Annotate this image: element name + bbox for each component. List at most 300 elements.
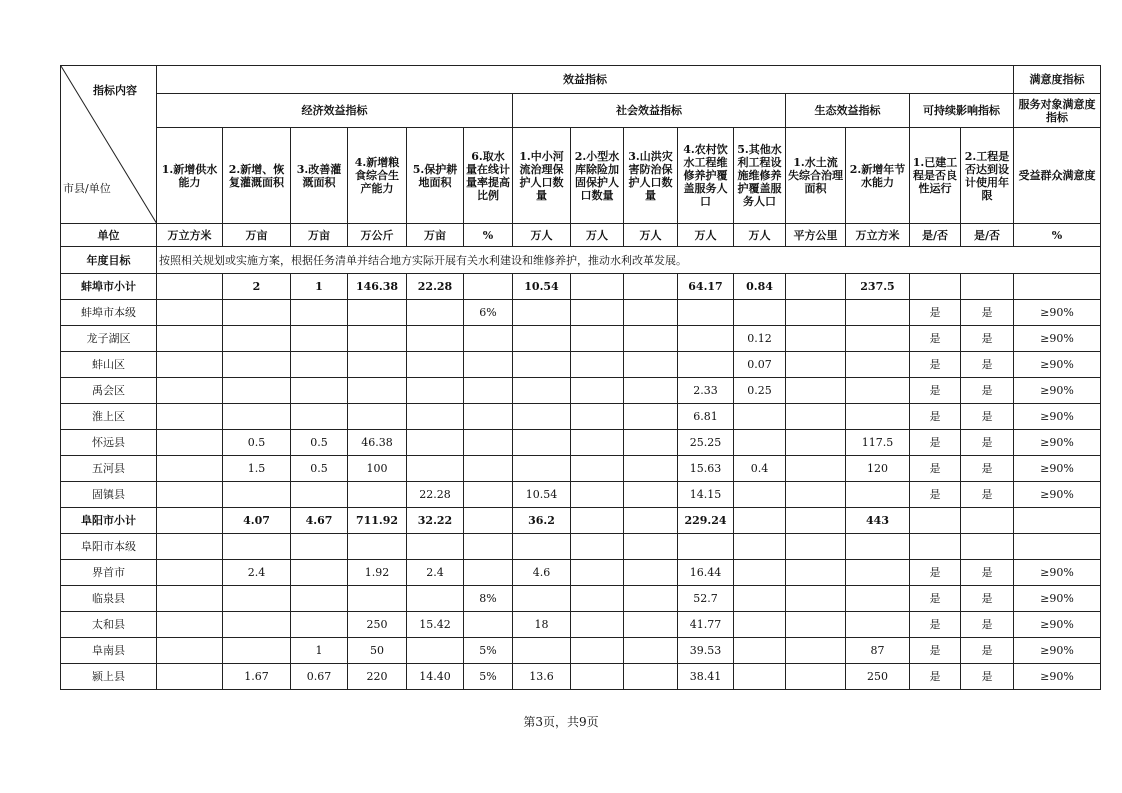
table-cell: ≥90% — [1014, 352, 1101, 378]
table-cell — [571, 300, 624, 326]
table-cell — [348, 586, 407, 612]
table-row — [61, 352, 1101, 378]
table-cell: 是 — [910, 664, 961, 690]
table-cell — [407, 534, 464, 560]
table-cell — [571, 326, 624, 352]
units-label: 单位 — [61, 224, 157, 247]
table-cell: 0.67 — [291, 664, 348, 690]
table-cell — [786, 508, 846, 534]
table-cell — [786, 404, 846, 430]
table-cell — [571, 352, 624, 378]
table-cell — [624, 352, 678, 378]
table-cell — [348, 404, 407, 430]
table-cell: 是 — [910, 430, 961, 456]
table-cell: 25.25 — [678, 430, 734, 456]
table-cell — [291, 378, 348, 404]
table-row — [61, 430, 1101, 456]
table-cell: ≥90% — [1014, 326, 1101, 352]
table-cell — [464, 352, 513, 378]
table-cell — [223, 586, 291, 612]
table-cell — [786, 534, 846, 560]
table-cell: 是 — [910, 326, 961, 352]
table-cell: 2 — [223, 274, 291, 300]
table-cell — [786, 560, 846, 586]
table-cell — [513, 404, 571, 430]
table-cell: 是 — [910, 300, 961, 326]
table-cell — [513, 456, 571, 482]
table-cell — [734, 612, 786, 638]
table-cell — [157, 638, 223, 664]
table-row — [61, 508, 1101, 534]
table-cell — [571, 378, 624, 404]
table-cell: ≥90% — [1014, 482, 1101, 508]
table-cell — [464, 378, 513, 404]
table-cell — [291, 612, 348, 638]
table-cell — [157, 612, 223, 638]
table-cell — [223, 378, 291, 404]
table-row — [61, 404, 1101, 430]
column-header: 2.工程是否达到设计使用年限 — [961, 128, 1014, 224]
table-cell — [407, 378, 464, 404]
table-cell — [571, 560, 624, 586]
table-cell — [910, 534, 961, 560]
table-cell — [571, 430, 624, 456]
target-label: 年度目标 — [61, 247, 157, 274]
table-cell — [464, 404, 513, 430]
table-cell: 22.28 — [407, 274, 464, 300]
table-cell — [407, 300, 464, 326]
table-cell — [291, 352, 348, 378]
benefit-group-header: 效益指标 — [157, 66, 1014, 94]
table-cell — [513, 638, 571, 664]
table-cell — [786, 326, 846, 352]
table-cell: 是 — [910, 638, 961, 664]
table-cell: 0.12 — [734, 326, 786, 352]
table-cell — [157, 326, 223, 352]
table-row — [61, 456, 1101, 482]
table-row — [61, 482, 1101, 508]
column-header: 4.农村饮水工程维修养护覆盖服务人口 — [678, 128, 734, 224]
table-cell — [464, 534, 513, 560]
table-cell — [786, 638, 846, 664]
table-cell — [571, 508, 624, 534]
table-cell — [961, 274, 1014, 300]
unit-cell: 万公斤 — [348, 224, 407, 247]
table-cell: 是 — [961, 664, 1014, 690]
table-cell — [348, 300, 407, 326]
table-cell — [624, 456, 678, 482]
table-cell: 39.53 — [678, 638, 734, 664]
table-cell — [624, 560, 678, 586]
table-cell: 2.4 — [407, 560, 464, 586]
table-cell: 1.5 — [223, 456, 291, 482]
row-name: 太和县 — [61, 612, 157, 638]
table-cell: 120 — [846, 456, 910, 482]
table-cell — [624, 482, 678, 508]
table-cell — [464, 430, 513, 456]
table-cell — [571, 664, 624, 690]
unit-cell: 万人 — [734, 224, 786, 247]
column-header: 5.保护耕地面积 — [407, 128, 464, 224]
table-cell: 14.40 — [407, 664, 464, 690]
table-cell — [786, 664, 846, 690]
unit-cell: 万人 — [624, 224, 678, 247]
table-cell: ≥90% — [1014, 638, 1101, 664]
table-cell: 2.4 — [223, 560, 291, 586]
table-cell: 1 — [291, 274, 348, 300]
unit-cell: 万人 — [513, 224, 571, 247]
table-cell: 0.25 — [734, 378, 786, 404]
table-cell: 是 — [961, 586, 1014, 612]
table-cell — [846, 534, 910, 560]
table-cell — [1014, 274, 1101, 300]
table-cell — [348, 352, 407, 378]
table-cell: 18 — [513, 612, 571, 638]
row-name: 固镇县 — [61, 482, 157, 508]
row-name: 怀远县 — [61, 430, 157, 456]
economic-header: 经济效益指标 — [157, 94, 513, 128]
table-cell: 是 — [961, 560, 1014, 586]
table-cell: 是 — [961, 482, 1014, 508]
units-row — [61, 224, 1101, 247]
table-cell — [786, 300, 846, 326]
corner-top-label: 指标内容 — [93, 84, 137, 97]
table-cell — [223, 352, 291, 378]
column-header: 1.中小河流治理保护人口数量 — [513, 128, 571, 224]
table-cell: ≥90% — [1014, 664, 1101, 690]
table-cell — [786, 612, 846, 638]
table-cell: 14.15 — [678, 482, 734, 508]
table-cell — [157, 508, 223, 534]
column-header: 2.新增、恢复灌溉面积 — [223, 128, 291, 224]
ecological-header: 生态效益指标 — [786, 94, 910, 128]
table-cell: 0.5 — [291, 456, 348, 482]
table-cell: 52.7 — [678, 586, 734, 612]
table-row — [61, 638, 1101, 664]
table-cell: 0.07 — [734, 352, 786, 378]
table-cell: 是 — [910, 560, 961, 586]
table-cell — [1014, 534, 1101, 560]
table-cell: 4.07 — [223, 508, 291, 534]
table-cell: 是 — [961, 456, 1014, 482]
table-cell — [786, 274, 846, 300]
table-cell: 是 — [910, 352, 961, 378]
table-cell: 是 — [961, 300, 1014, 326]
table-cell — [291, 300, 348, 326]
unit-cell: 万人 — [678, 224, 734, 247]
unit-cell: 万立方米 — [846, 224, 910, 247]
table-cell: 16.44 — [678, 560, 734, 586]
table-cell: 443 — [846, 508, 910, 534]
table-row — [61, 326, 1101, 352]
column-header: 受益群众满意度 — [1014, 128, 1101, 224]
table-cell — [786, 430, 846, 456]
table-cell: 6% — [464, 300, 513, 326]
table-cell: 87 — [846, 638, 910, 664]
table-cell: 41.77 — [678, 612, 734, 638]
table-cell — [571, 274, 624, 300]
table-cell: 36.2 — [513, 508, 571, 534]
unit-cell: 是/否 — [961, 224, 1014, 247]
table-cell — [846, 352, 910, 378]
table-cell: 是 — [910, 404, 961, 430]
table-cell — [734, 638, 786, 664]
table-cell: 是 — [961, 638, 1014, 664]
table-cell — [624, 612, 678, 638]
table-cell — [157, 430, 223, 456]
table-cell — [846, 612, 910, 638]
performance-table-sheet — [60, 65, 1101, 690]
table-cell: 10.54 — [513, 482, 571, 508]
table-cell — [624, 638, 678, 664]
row-name: 龙子湖区 — [61, 326, 157, 352]
table-cell — [846, 300, 910, 326]
table-cell — [407, 638, 464, 664]
table-cell — [846, 404, 910, 430]
table-cell — [157, 560, 223, 586]
unit-cell: 万立方米 — [157, 224, 223, 247]
table-cell — [291, 326, 348, 352]
satisfaction-group-header: 满意度指标 — [1014, 66, 1101, 94]
row-name: 禹会区 — [61, 378, 157, 404]
table-row — [61, 378, 1101, 404]
table-cell — [571, 456, 624, 482]
table-cell — [407, 430, 464, 456]
table-cell — [571, 586, 624, 612]
table-cell: 是 — [910, 456, 961, 482]
table-cell: 237.5 — [846, 274, 910, 300]
table-cell — [734, 586, 786, 612]
table-cell — [223, 612, 291, 638]
table-cell — [624, 534, 678, 560]
table-cell: 是 — [961, 404, 1014, 430]
table-cell: 是 — [910, 612, 961, 638]
table-cell — [407, 586, 464, 612]
table-cell — [846, 482, 910, 508]
table-cell: 是 — [961, 430, 1014, 456]
table-cell — [513, 430, 571, 456]
table-cell — [678, 352, 734, 378]
table-cell: 100 — [348, 456, 407, 482]
table-cell: 是 — [910, 482, 961, 508]
table-cell — [846, 586, 910, 612]
row-name: 阜南县 — [61, 638, 157, 664]
table-cell: 117.5 — [846, 430, 910, 456]
table-cell — [291, 534, 348, 560]
table-cell — [786, 352, 846, 378]
table-cell: 是 — [910, 586, 961, 612]
table-cell — [624, 300, 678, 326]
table-cell — [624, 586, 678, 612]
table-cell: 0.84 — [734, 274, 786, 300]
table-cell — [157, 586, 223, 612]
table-cell: 是 — [961, 612, 1014, 638]
row-name: 临泉县 — [61, 586, 157, 612]
table-cell — [223, 326, 291, 352]
table-cell: 46.38 — [348, 430, 407, 456]
column-header: 1.已建工程是否良性运行 — [910, 128, 961, 224]
column-header: 2.新增年节水能力 — [846, 128, 910, 224]
table-cell: 0.5 — [291, 430, 348, 456]
table-cell: 711.92 — [348, 508, 407, 534]
table-cell: 0.4 — [734, 456, 786, 482]
table-cell — [464, 326, 513, 352]
table-cell — [571, 638, 624, 664]
table-cell: 32.22 — [407, 508, 464, 534]
table-cell: 1 — [291, 638, 348, 664]
table-cell: ≥90% — [1014, 430, 1101, 456]
column-header: 6.取水量在线计量率提高比例 — [464, 128, 513, 224]
table-cell — [513, 326, 571, 352]
table-cell — [223, 300, 291, 326]
table-cell — [513, 300, 571, 326]
table-cell — [291, 586, 348, 612]
column-header-row — [61, 128, 1101, 224]
table-row — [61, 586, 1101, 612]
table-cell — [464, 274, 513, 300]
table-cell — [846, 560, 910, 586]
table-cell — [407, 352, 464, 378]
table-cell — [348, 482, 407, 508]
table-cell: 是 — [961, 352, 1014, 378]
table-cell — [291, 482, 348, 508]
table-cell: ≥90% — [1014, 378, 1101, 404]
table-cell — [961, 534, 1014, 560]
table-row — [61, 612, 1101, 638]
unit-cell: 万亩 — [407, 224, 464, 247]
table-cell — [348, 534, 407, 560]
table-cell: 250 — [348, 612, 407, 638]
table-cell — [624, 378, 678, 404]
performance-indicator-table — [60, 65, 1101, 690]
table-cell — [223, 482, 291, 508]
table-cell: 1.92 — [348, 560, 407, 586]
table-cell — [513, 352, 571, 378]
table-cell: 5% — [464, 664, 513, 690]
row-name: 阜阳市小计 — [61, 508, 157, 534]
table-cell — [464, 482, 513, 508]
table-row — [61, 274, 1101, 300]
table-cell — [786, 456, 846, 482]
table-cell: 5% — [464, 638, 513, 664]
table-cell — [734, 560, 786, 586]
table-cell — [464, 560, 513, 586]
table-cell: 146.38 — [348, 274, 407, 300]
table-cell — [910, 274, 961, 300]
column-header: 4.新增粮食综合生产能力 — [348, 128, 407, 224]
table-cell — [571, 534, 624, 560]
table-cell — [464, 612, 513, 638]
column-header: 3.山洪灾害防治保护人口数量 — [624, 128, 678, 224]
table-cell — [407, 326, 464, 352]
column-header: 1.水土流失综合治理面积 — [786, 128, 846, 224]
table-cell — [786, 586, 846, 612]
table-cell — [464, 508, 513, 534]
table-cell: 1.67 — [223, 664, 291, 690]
table-cell — [678, 534, 734, 560]
table-cell: 38.41 — [678, 664, 734, 690]
table-cell — [157, 378, 223, 404]
table-cell — [734, 404, 786, 430]
table-cell — [157, 274, 223, 300]
table-cell — [624, 326, 678, 352]
table-cell: 15.63 — [678, 456, 734, 482]
table-cell — [734, 482, 786, 508]
table-cell — [624, 404, 678, 430]
table-cell — [571, 404, 624, 430]
table-cell — [513, 378, 571, 404]
social-header: 社会效益指标 — [513, 94, 786, 128]
table-cell — [678, 300, 734, 326]
table-cell: ≥90% — [1014, 404, 1101, 430]
table-cell: 4.6 — [513, 560, 571, 586]
table-cell — [624, 508, 678, 534]
table-cell — [678, 326, 734, 352]
table-cell — [291, 404, 348, 430]
table-cell — [734, 534, 786, 560]
service-satisfaction-header: 服务对象满意度指标 — [1014, 94, 1101, 128]
unit-cell: 是/否 — [910, 224, 961, 247]
table-cell — [734, 300, 786, 326]
table-cell: 229.24 — [678, 508, 734, 534]
table-cell — [624, 430, 678, 456]
row-name: 阜阳市本级 — [61, 534, 157, 560]
table-cell — [513, 534, 571, 560]
table-cell: ≥90% — [1014, 300, 1101, 326]
table-cell — [571, 612, 624, 638]
table-cell: 2.33 — [678, 378, 734, 404]
table-cell — [157, 482, 223, 508]
table-cell: 250 — [846, 664, 910, 690]
table-cell — [407, 456, 464, 482]
table-cell — [734, 508, 786, 534]
table-cell: 是 — [961, 326, 1014, 352]
column-header: 2.小型水库除险加固保护人口数量 — [571, 128, 624, 224]
row-name: 五河县 — [61, 456, 157, 482]
table-cell — [157, 404, 223, 430]
row-name: 颍上县 — [61, 664, 157, 690]
table-body — [61, 274, 1101, 690]
table-cell — [407, 404, 464, 430]
table-cell: ≥90% — [1014, 586, 1101, 612]
column-header: 5.其他水利工程设施维修养护覆盖服务人口 — [734, 128, 786, 224]
table-row — [61, 300, 1101, 326]
sustain-header: 可持续影响指标 — [910, 94, 1014, 128]
table-cell: 8% — [464, 586, 513, 612]
table-cell: ≥90% — [1014, 612, 1101, 638]
table-cell — [291, 560, 348, 586]
row-name: 界首市 — [61, 560, 157, 586]
table-row — [61, 664, 1101, 690]
table-cell — [846, 378, 910, 404]
table-cell — [223, 638, 291, 664]
unit-cell: % — [1014, 224, 1101, 247]
row-name: 蚌埠市本级 — [61, 300, 157, 326]
unit-cell: % — [464, 224, 513, 247]
target-text: 按照相关规划或实施方案，根据任务清单并结合地方实际开展有关水利建设和维修养护，推动水利改革发展。 — [157, 247, 1101, 274]
table-row — [61, 560, 1101, 586]
table-cell: ≥90% — [1014, 560, 1101, 586]
table-cell — [157, 300, 223, 326]
table-cell: 15.42 — [407, 612, 464, 638]
table-cell — [513, 586, 571, 612]
table-cell: 220 — [348, 664, 407, 690]
table-cell — [786, 378, 846, 404]
table-cell: 64.17 — [678, 274, 734, 300]
table-cell — [223, 404, 291, 430]
table-cell — [571, 482, 624, 508]
unit-cell: 平方公里 — [786, 224, 846, 247]
